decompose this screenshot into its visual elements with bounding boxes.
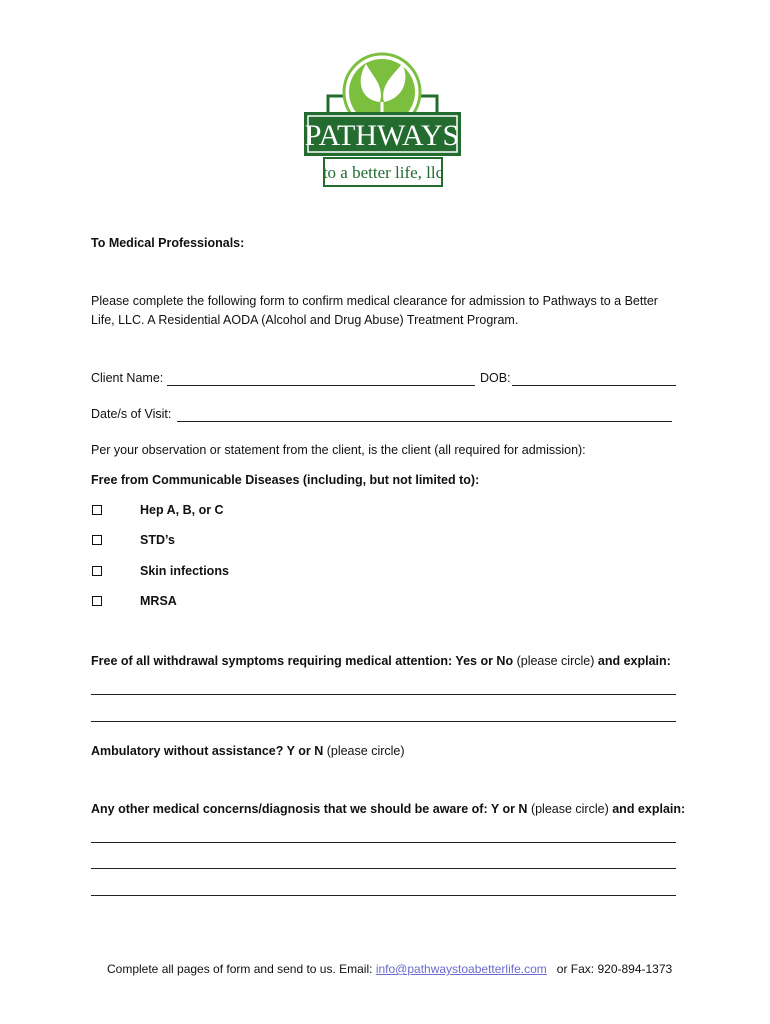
ambulatory-question-note: (please circle) bbox=[326, 744, 405, 758]
visit-date-field[interactable] bbox=[177, 421, 672, 422]
mrsa-label: MRSA bbox=[140, 594, 177, 608]
footer-fax-label: or Fax: bbox=[556, 962, 595, 976]
concerns-explain-line-2[interactable] bbox=[91, 868, 676, 869]
hep-checkbox[interactable] bbox=[92, 505, 102, 515]
concerns-question-bold: Any other medical concerns/diagnosis that we should be aware of: Y or N bbox=[91, 802, 528, 816]
withdrawal-question bbox=[91, 654, 671, 668]
std-label: STD’s bbox=[140, 533, 175, 547]
withdrawal-question-bold: Free of all withdrawal symptoms requiring medical attention: Yes or No bbox=[91, 654, 514, 668]
footer-fax-number: 920-894-1373 bbox=[597, 962, 673, 976]
dob-label: DOB: bbox=[480, 371, 511, 385]
skin-infections-checkbox[interactable] bbox=[92, 566, 102, 576]
communicable-heading: Free from Communicable Diseases (including, but not limited to): bbox=[91, 473, 480, 487]
concerns-question-note: (please circle) bbox=[530, 802, 609, 816]
concerns-explain-line-3[interactable] bbox=[91, 895, 676, 896]
hep-label: Hep A, B, or C bbox=[140, 503, 224, 517]
withdrawal-question-note: (please circle) bbox=[516, 654, 595, 668]
footer-email-link[interactable]: info@pathwaystoabetterlife.com bbox=[375, 962, 547, 976]
ambulatory-question-bold: Ambulatory without assistance? Y or N bbox=[91, 744, 324, 758]
concerns-explain-line-1[interactable] bbox=[91, 842, 676, 843]
ambulatory-question bbox=[91, 744, 405, 758]
footer bbox=[107, 962, 672, 976]
intro-line-2: Life, LLC. A Residential AODA (Alcohol and Drug Abuse) Treatment Program. bbox=[91, 313, 519, 327]
withdrawal-explain-line-1[interactable] bbox=[91, 694, 676, 695]
std-checkbox[interactable] bbox=[92, 535, 102, 545]
observation-text: Per your observation or statement from the client, is the client (all required for admission): bbox=[91, 443, 586, 457]
withdrawal-question-tail: and explain: bbox=[597, 654, 671, 668]
skin-infections-label: Skin infections bbox=[140, 564, 229, 578]
pathways-logo bbox=[300, 50, 465, 192]
mrsa-checkbox[interactable] bbox=[92, 596, 102, 606]
client-name-field[interactable] bbox=[167, 385, 475, 386]
footer-instructions: Complete all pages of form and send to us. Email: bbox=[107, 962, 373, 976]
logo-tagline-text: to a better life, llc bbox=[322, 163, 444, 182]
withdrawal-explain-line-2[interactable] bbox=[91, 721, 676, 722]
form-heading: To Medical Professionals: bbox=[91, 236, 245, 250]
intro-line-1: Please complete the following form to confirm medical clearance for admission to Pathways to a Better bbox=[91, 294, 658, 308]
dob-field[interactable] bbox=[512, 385, 676, 386]
concerns-question-tail: and explain: bbox=[612, 802, 686, 816]
client-name-label: Client Name: bbox=[91, 371, 164, 385]
logo-brand-text: PATHWAYS bbox=[304, 119, 460, 152]
visit-date-label: Date/s of Visit: bbox=[91, 407, 172, 421]
concerns-question bbox=[91, 802, 685, 816]
